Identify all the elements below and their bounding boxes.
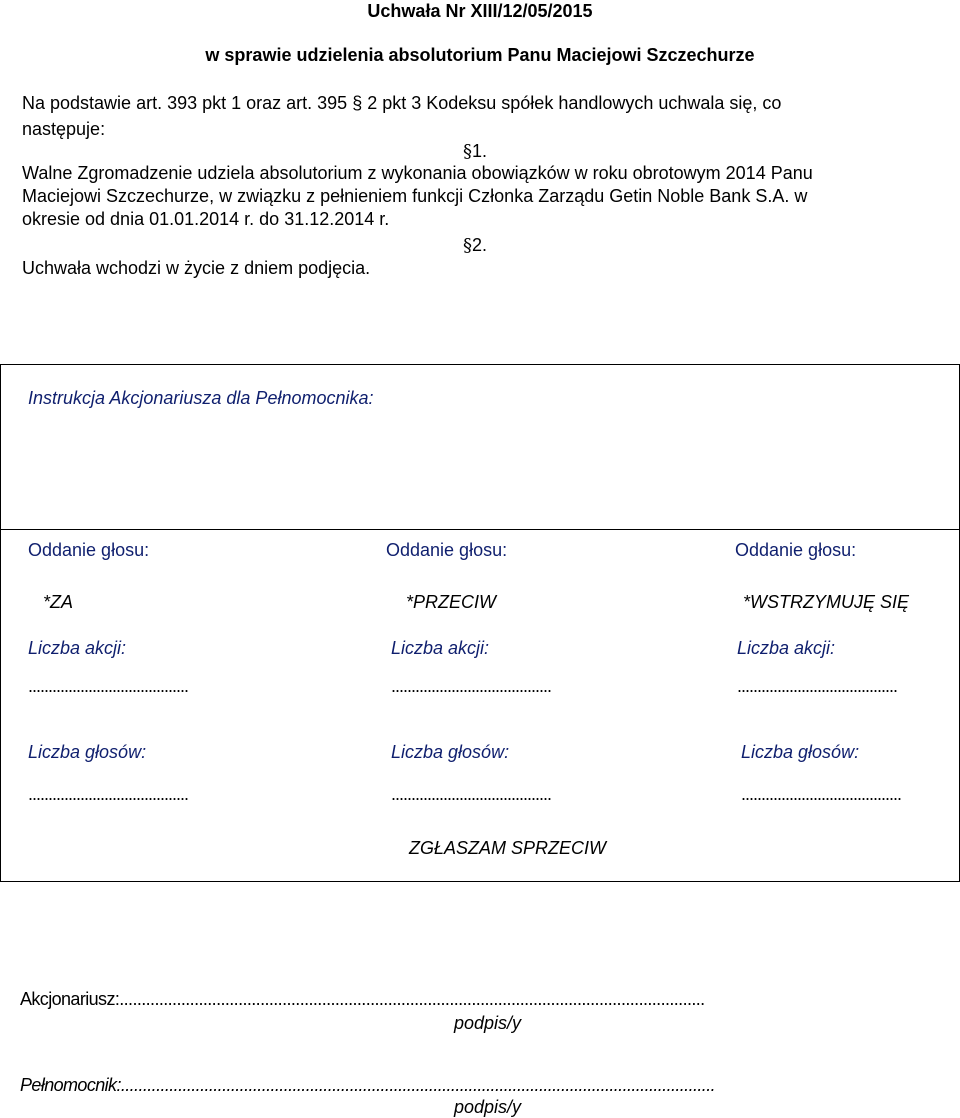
paragraph-1-line-1: Walne Zgromadzenie udziela absolutorium z wykonania obowiązków w roku obrotowym 2014 Panu: [22, 163, 813, 183]
vote-label-against: Oddanie głosu:: [386, 540, 508, 560]
votes-label-against: Liczba głosów:: [391, 742, 510, 762]
shareholder-label: Akcjonariusz:: [20, 989, 120, 1009]
signature-label-proxy: podpis/y: [454, 1097, 522, 1117]
paragraph-1-line-3: okresie od dnia 01.01.2014 r. do 31.12.2014 r.: [22, 209, 390, 229]
votes-field-for[interactable]: ........................................: [28, 784, 189, 804]
shareholder-field[interactable]: .....................................................................................................................................: [119, 989, 705, 1009]
paragraph-2-heading: [463, 234, 487, 257]
votes-label-abstain: Liczba głosów:: [741, 742, 860, 762]
signature-label-shareholder: podpis/y: [454, 1013, 522, 1033]
section-sign-icon: §: [463, 141, 472, 162]
shares-field-against[interactable]: ........................................: [391, 676, 552, 696]
paragraph-1-heading: [463, 140, 487, 163]
proxy-label: Pełnomocnik:: [20, 1075, 121, 1095]
option-abstain[interactable]: *WSTRZYMUJĘ SIĘ: [743, 592, 910, 612]
shareholder-line[interactable]: [20, 988, 705, 1010]
instruction-divider: [1, 529, 959, 530]
objection-option[interactable]: ZGŁASZAM SPRZECIW: [409, 838, 607, 858]
proxy-field[interactable]: .......................................................................................................................................: [120, 1075, 715, 1095]
intro-line-2: następuje:: [22, 119, 106, 139]
resolution-subtitle: w sprawie udzielenia absolutorium Panu Maciejowi Szczechurze: [205, 45, 755, 65]
shares-field-abstain[interactable]: ........................................: [737, 676, 898, 696]
option-against[interactable]: *PRZECIW: [406, 592, 496, 612]
votes-field-abstain[interactable]: ........................................: [741, 784, 902, 804]
shares-label-abstain: Liczba akcji:: [737, 638, 836, 658]
paragraph-2-text: Uchwała wchodzi w życie z dniem podjęcia.: [22, 258, 371, 278]
instruction-box: [0, 364, 960, 882]
paragraph-1-number: 1.: [472, 141, 488, 161]
section-sign-icon: §: [463, 235, 472, 256]
paragraph-1-line-2: Maciejowi Szczechurze, w związku z pełnieniem funkcji Członka Zarządu Getin Noble Bank S.A. w: [22, 186, 808, 206]
shares-label-for: Liczba akcji:: [28, 638, 127, 658]
intro-line-1: Na podstawie art. 393 pkt 1 oraz art. 395 § 2 pkt 3 Kodeksu spółek handlowych uchwala się, co: [22, 93, 782, 113]
vote-label-abstain: Oddanie głosu:: [735, 540, 857, 560]
vote-label-for: Oddanie głosu:: [28, 540, 150, 560]
proxy-line[interactable]: [20, 1074, 715, 1096]
paragraph-2-number: 2.: [472, 235, 488, 255]
instruction-heading: Instrukcja Akcjonariusza dla Pełnomocnika:: [28, 388, 374, 408]
shares-field-for[interactable]: ........................................: [28, 676, 189, 696]
shares-label-against: Liczba akcji:: [391, 638, 490, 658]
resolution-title: Uchwała Nr XIII/12/05/2015: [367, 1, 593, 21]
option-for[interactable]: *ZA: [43, 592, 74, 612]
votes-field-against[interactable]: ........................................: [391, 784, 552, 804]
votes-label-for: Liczba głosów:: [28, 742, 147, 762]
